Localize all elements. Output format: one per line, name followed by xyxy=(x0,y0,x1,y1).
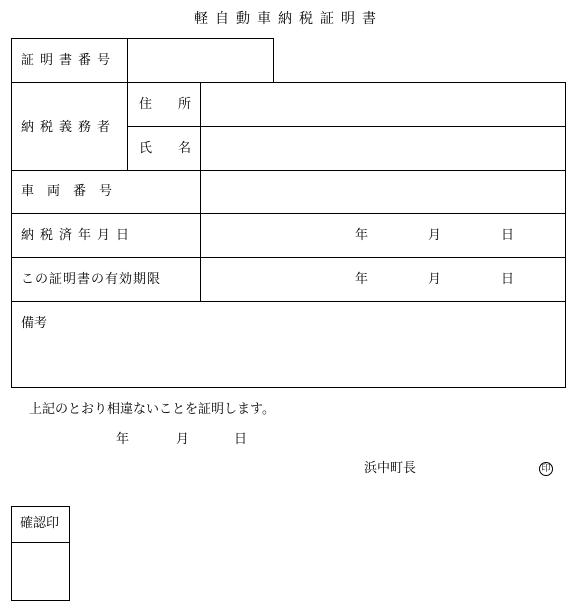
remarks-label: 備考 xyxy=(21,316,48,331)
payment-year-label: 年 xyxy=(355,228,369,243)
certificate-number-field[interactable] xyxy=(128,39,273,82)
payment-date-label: 納税済年月日 xyxy=(21,228,136,243)
validity-year-label: 年 xyxy=(355,272,369,287)
name-field[interactable] xyxy=(201,127,565,170)
seal-mark: 印 xyxy=(539,462,553,476)
issue-month-label: 月 xyxy=(176,432,190,447)
certification-statement: 上記のとおり相違ないことを証明します。 xyxy=(29,402,275,417)
name-label: 氏 名 xyxy=(139,141,192,156)
certificate-number-label: 証明書番号 xyxy=(21,53,117,68)
validity-month-label: 月 xyxy=(428,272,442,287)
payment-month-label: 月 xyxy=(428,228,442,243)
taxpayer-column-divider xyxy=(127,82,128,170)
validity-day-label: 日 xyxy=(501,272,515,287)
vehicle-number-label: 車 両 番 号 xyxy=(21,184,113,199)
taxpayer-label: 納税義務者 xyxy=(21,120,117,135)
issue-year-label: 年 xyxy=(116,432,130,447)
confirmation-stamp-label: 確認印 xyxy=(20,516,60,531)
remarks-field[interactable] xyxy=(12,302,565,387)
validity-label: この証明書の有効期限 xyxy=(21,272,162,287)
document-title: 軽自動車納税証明書 xyxy=(194,11,383,27)
issuer-name: 浜中町長 xyxy=(364,461,417,476)
issue-day-label: 日 xyxy=(234,432,248,447)
address-field[interactable] xyxy=(201,83,565,126)
confirmation-stamp-field[interactable] xyxy=(12,543,69,600)
vehicle-number-field[interactable] xyxy=(201,171,565,213)
address-label: 住 所 xyxy=(139,97,192,112)
payment-day-label: 日 xyxy=(501,228,515,243)
